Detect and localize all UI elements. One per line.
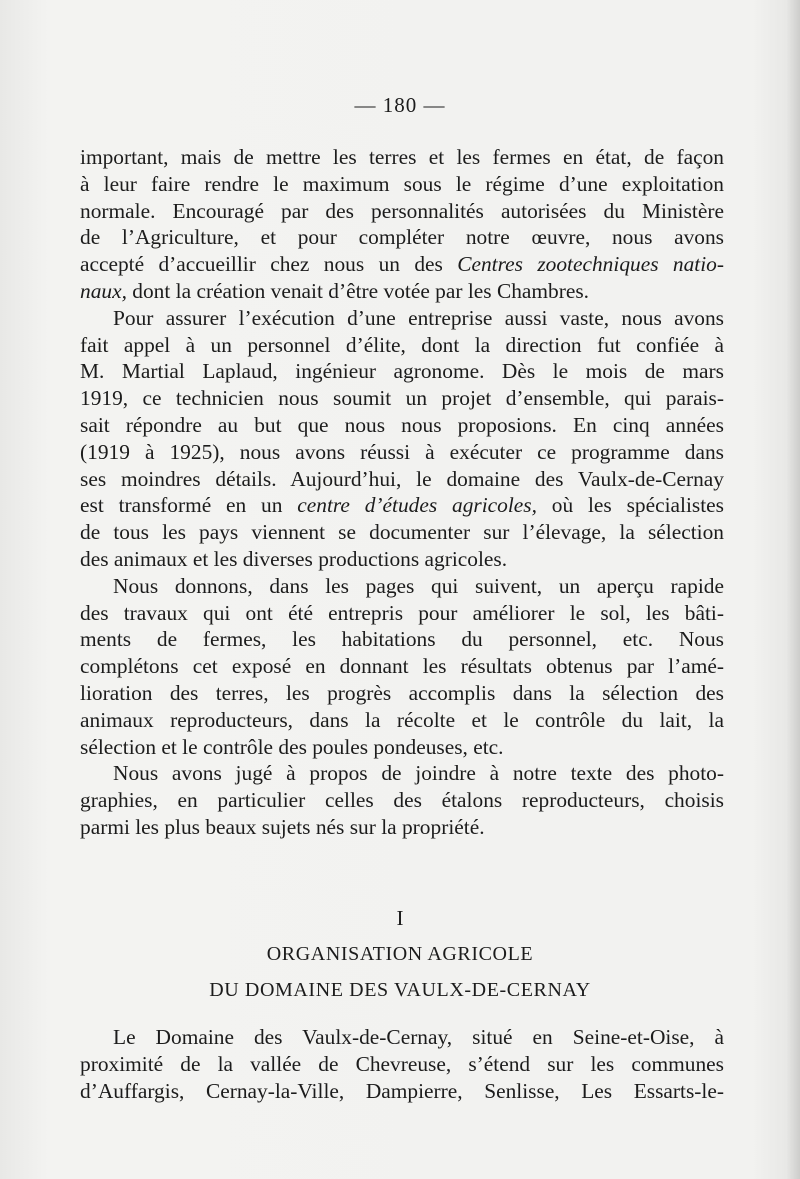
paragraph-4-line-2: graphies, en particulier celles des étalons reproducteurs, choisis xyxy=(80,788,724,813)
section-number: I xyxy=(396,906,404,930)
paragraph-2-line-7: ses moindres détails. Aujourd’hui, le domaine des Vaulx-de-Cernay xyxy=(80,466,724,491)
page-number: — 180 — xyxy=(354,93,446,117)
paragraph-3-line-7: sélection et le contrôle des poules pondeuses, etc. xyxy=(80,734,504,759)
paragraph-3-line-6: animaux reproducteurs, dans la récolte et le contrôle du lait, la xyxy=(80,707,724,732)
paragraph-1-line-1: important, mais de mettre les terres et les fermes en état, de façon xyxy=(80,145,724,169)
paragraph-2-line-8-start: est transformé en un xyxy=(80,493,298,518)
page-edge-shadow xyxy=(786,0,800,1179)
paragraph-2-line-9: de tous les pays viennent se documenter sur l’élevage, la sélection xyxy=(80,520,724,545)
paragraph-5-line-3: d’Auffargis, Cernay-la-Ville, Dampierre, Senlisse, Les Essarts-le- xyxy=(80,1078,724,1103)
paragraph-3-line-4: complétons cet exposé en donnant les résultats obtenus par l’amé- xyxy=(80,654,724,679)
section-title-line-1: ORGANISATION AGRICOLE xyxy=(266,943,534,965)
paragraph-1-line-6 xyxy=(80,278,724,305)
paragraph-5-line-2: proximité de la vallée de Chevreuse, s’étend sur les communes xyxy=(80,1051,724,1076)
paragraph-5-line-1: Le Domaine des Vaulx-de-Cernay, situé en Seine-et-Oise, à xyxy=(113,1025,724,1049)
paragraph-1-line-4: de l’Agriculture, et pour compléter notre œuvre, nous avons xyxy=(80,225,724,250)
section-title-line-2: DU DOMAINE DES VAULX-DE-CERNAY xyxy=(209,979,591,1001)
italic-centres-zootechniques: Centres zootechniques natio- xyxy=(457,252,724,277)
paragraph-2-line-8 xyxy=(80,492,724,519)
paragraph-3-line-1: Nous donnons, dans les pages qui suivent, un aperçu rapide xyxy=(113,573,724,598)
body-text xyxy=(80,144,724,841)
paragraph-2-line-5: sait répondre au but que nous nous proposions. En cinq années xyxy=(80,412,724,437)
paragraph-2-line-8-end: où les spécialistes xyxy=(536,493,724,518)
italic-centre-etudes-agricoles: centre d’études agricoles, xyxy=(297,493,537,518)
paragraph-1-line-3: normale. Encouragé par des personnalités autorisées du Ministère xyxy=(80,198,724,223)
paragraph-3-line-5: lioration des terres, les progrès accomplis dans la sélection des xyxy=(80,680,724,705)
paragraph-2-line-2: fait appel à un personnel d’élite, dont la direction fut confiée à xyxy=(80,332,724,357)
paragraph-2-line-6: (1919 à 1925), nous avons réussi à exécuter ce programme dans xyxy=(80,439,724,464)
paragraph-2-line-4: 1919, ce technicien nous soumit un projet d’ensemble, qui parais- xyxy=(80,386,724,411)
paragraph-1-line-5-text: accepté d’accueillir chez nous un des xyxy=(80,252,458,277)
paragraph-1-line-2: à leur faire rendre le maximum sous le régime d’une exploitation xyxy=(80,171,724,196)
paragraph-3-line-2: des travaux qui ont été entrepris pour améliorer le sol, les bâti- xyxy=(80,600,724,625)
paragraph-3-line-3: ments de fermes, les habitations du personnel, etc. Nous xyxy=(80,627,724,652)
italic-naux: naux, xyxy=(80,278,127,303)
paragraph-4-line-1: Nous avons jugé à propos de joindre à notre texte des photo- xyxy=(113,761,724,786)
paragraph-2-line-1: Pour assurer l’exécution d’une entreprise aussi vaste, nous avons xyxy=(113,305,724,330)
paragraph-2-line-3: M. Martial Laplaud, ingénieur agronome. Dès le mois de mars xyxy=(80,359,724,384)
paragraph-1-line-5 xyxy=(80,251,724,278)
closing-paragraph xyxy=(80,1024,724,1104)
paragraph-2-line-10: des animaux et les diverses productions agricoles. xyxy=(80,546,508,571)
paragraph-4-line-3: parmi les plus beaux sujets nés sur la propriété. xyxy=(80,814,485,839)
paragraph-1-line-6-text: dont la création venait d’être votée par les Chambres. xyxy=(126,278,590,303)
